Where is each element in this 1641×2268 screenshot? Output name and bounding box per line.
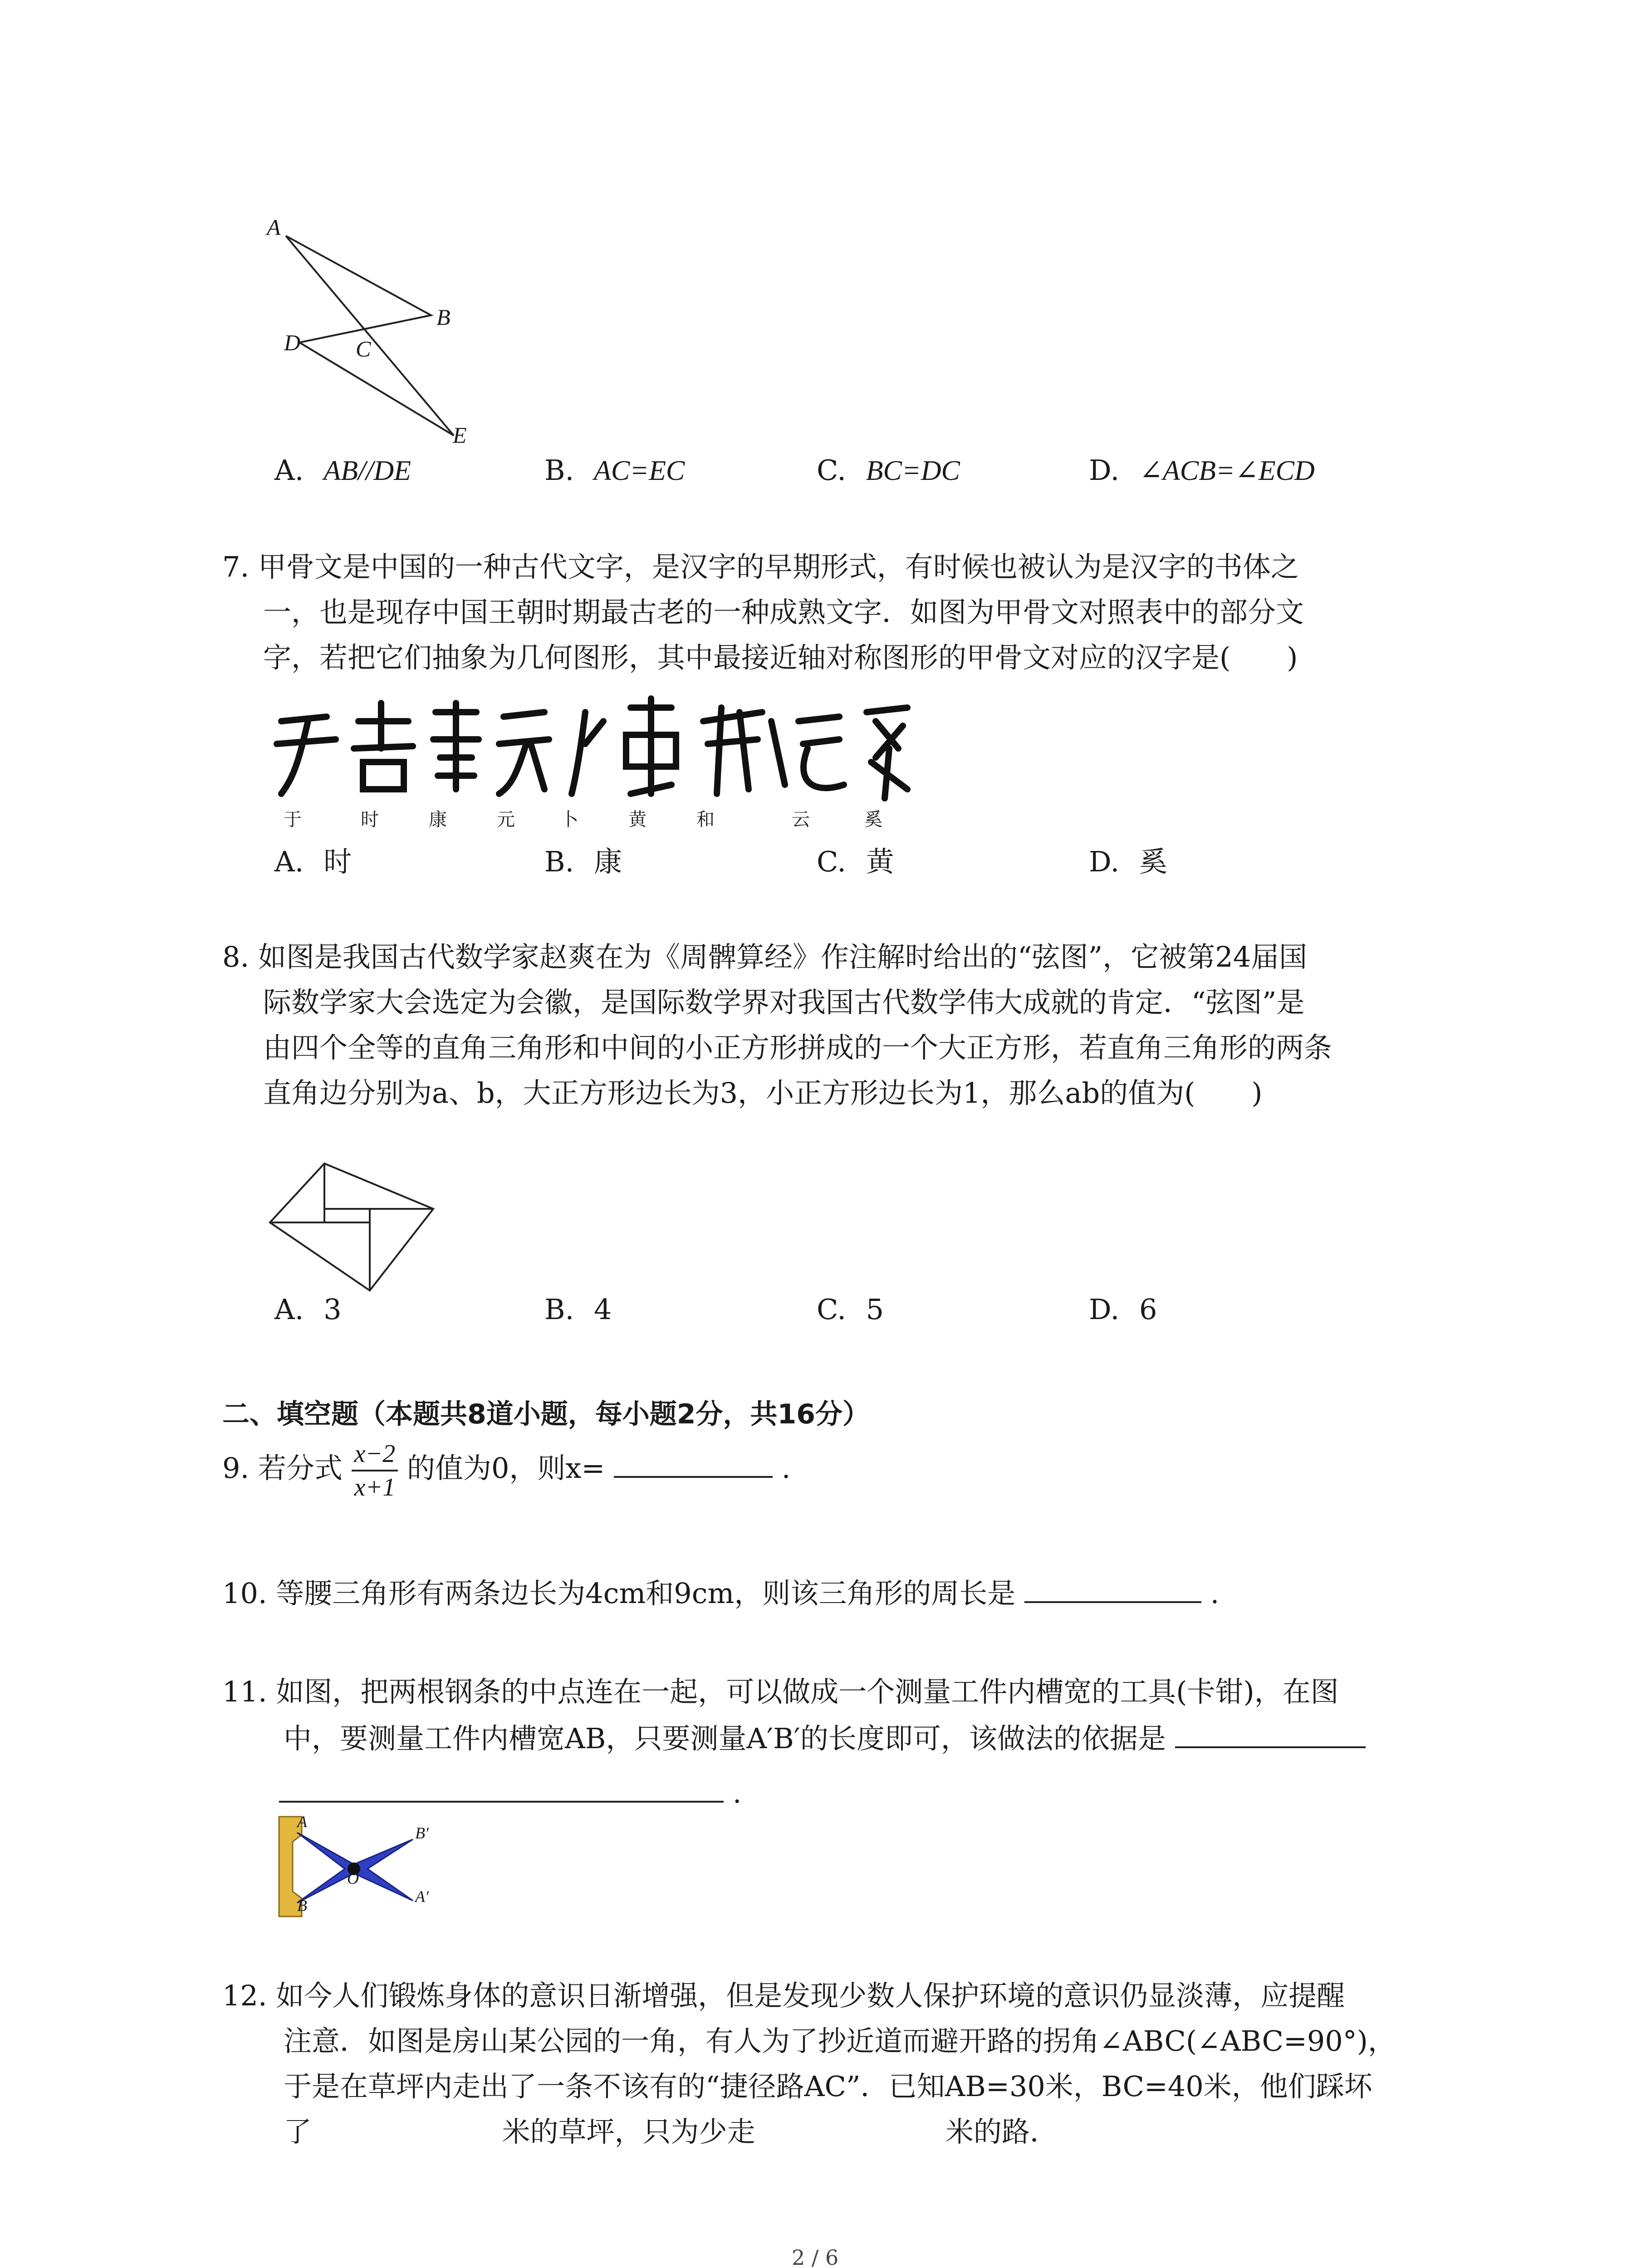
glyph-caption: 元: [497, 809, 515, 830]
q12-answer-blank-1[interactable]: [321, 2110, 493, 2141]
option-text: 3: [323, 1293, 342, 1326]
option-text: ∠ACB=∠ECD: [1139, 455, 1315, 486]
q8-option-d[interactable]: [1089, 1293, 1157, 1326]
q11-line-1: 11. 如图，把两根钢条的中点连在一起，可以做成一个测量工件内槽宽的工具(卡钳)，在图: [222, 1675, 1339, 1708]
q8-line-1: 8. 如图是我国古代数学家赵爽在为《周髀算经》作注解时给出的“弦图”，它被第24届国: [222, 940, 1308, 973]
option-letter: B.: [544, 845, 574, 878]
glyph-caption: 黄: [628, 809, 647, 830]
q12-answer-blank-2[interactable]: [764, 2110, 936, 2141]
q6-label-E: E: [453, 422, 467, 448]
q12-line-3: 于是在草坪内走出了一条不该有的“捷径路AC”．已知AB=30米，BC=40米，他们踩坏: [284, 2070, 1372, 2103]
q12-text: 了: [284, 2115, 312, 2148]
q6-option-d[interactable]: [1089, 454, 1315, 487]
glyph-caption: 奚: [864, 809, 882, 830]
q10-answer-blank[interactable]: [1024, 1569, 1201, 1603]
caliper-label-A2: A′: [415, 1887, 429, 1906]
q8-line-4: 直角边分别为a、b，大正方形边长为3，小正方形边长为1，那么ab的值为( ): [263, 1076, 1263, 1110]
fraction-numerator: x−2: [352, 1438, 398, 1471]
section-heading: 二、填空题（本题共8道小题，每小题2分，共16分）: [222, 1398, 870, 1430]
option-letter: D.: [1089, 1293, 1120, 1326]
q12-line-4: [284, 2109, 1058, 2155]
q7-line-1: 7. 甲骨文是中国的一种古代文字，是汉字的早期形式，有时候也被认为是汉字的书体之: [222, 550, 1299, 583]
q8-option-c[interactable]: [817, 1293, 884, 1326]
q6-label-B: B: [436, 304, 451, 330]
q6-label-C: C: [356, 336, 371, 362]
q11-answer-blank-1[interactable]: [1175, 1715, 1366, 1748]
q9-suffix: .: [781, 1452, 791, 1485]
q8-option-b[interactable]: [544, 1293, 612, 1326]
option-letter: A.: [274, 845, 304, 878]
q11-answer-blank-2[interactable]: [279, 1769, 724, 1803]
option-letter: D.: [1089, 454, 1120, 487]
q10-text: 10. 等腰三角形有两条边长为4cm和9cm，则该三角形的周长是: [222, 1577, 1016, 1610]
q7-line-3: 字，若把它们抽象为几何图形，其中最接近轴对称图形的甲骨文对应的汉字是( ): [263, 641, 1298, 674]
option-text: 奚: [1139, 845, 1167, 878]
q10: [222, 1569, 1219, 1616]
oracle-bone-glyphs-image: [272, 694, 916, 803]
glyph-caption: 云: [792, 809, 810, 830]
q7-option-d[interactable]: [1089, 839, 1167, 880]
q9-text: 的值为0，则x=: [407, 1452, 605, 1485]
glyph-caption: 康: [429, 809, 447, 830]
option-text: AC=EC: [594, 455, 685, 486]
q8-line-2: 际数学家大会选定为会徽，是国际数学界对我国古代数学伟大成就的肯定．“弦图”是: [263, 986, 1305, 1019]
option-text: 黄: [866, 845, 894, 878]
caliper-label-B2: B′: [415, 1824, 429, 1842]
option-letter: A.: [274, 454, 304, 487]
option-letter: A.: [274, 1293, 304, 1326]
q12-line-1: 12. 如今人们锻炼身体的意识日渐增强，但是发现少数人保护环境的意识仍显淡薄，应提醒: [222, 1979, 1345, 2012]
q11-suffix: .: [732, 1776, 742, 1809]
option-letter: C.: [817, 454, 846, 487]
q11-line-3: [279, 1769, 741, 1816]
glyph-caption: 时: [361, 809, 379, 830]
q12-line-2: 注意．如图是房山某公园的一角，有人为了抄近道而避开路的拐角∠ABC(∠ABC=90°)，: [284, 2024, 1396, 2058]
option-letter: B.: [544, 1293, 574, 1326]
option-text: 时: [323, 845, 352, 878]
option-text: 4: [594, 1293, 612, 1326]
chord-diagram-figure: [268, 1161, 440, 1293]
option-text: AB//DE: [323, 455, 411, 486]
q7-option-b[interactable]: [544, 839, 622, 880]
q12-text: 米的草坪，只为少走: [502, 2115, 755, 2148]
option-letter: C.: [817, 1293, 846, 1326]
q8-option-a[interactable]: [274, 1293, 342, 1326]
caliper-label-B: B: [297, 1897, 307, 1915]
caliper-label-O: O: [347, 1869, 359, 1887]
q9: [222, 1438, 791, 1503]
glyph-caption: 于: [284, 809, 302, 830]
q6-option-a[interactable]: [274, 454, 411, 487]
q9-fraction: [352, 1438, 398, 1503]
q7-option-a[interactable]: [274, 839, 352, 880]
q7-line-2: 一，也是现存中国王朝时期最古老的一种成熟文字．如图为甲骨文对照表中的部分文: [263, 596, 1304, 629]
q9-prefix: 9. 若分式: [222, 1452, 343, 1485]
option-letter: B.: [544, 454, 574, 487]
option-text: 康: [594, 845, 622, 878]
q9-answer-blank[interactable]: [614, 1444, 773, 1478]
glyph-caption: 和: [696, 809, 715, 830]
q8-line-3: 由四个全等的直角三角形和中间的小正方形拼成的一个大正方形，若直角三角形的两条: [263, 1031, 1332, 1064]
option-letter: D.: [1089, 845, 1120, 878]
option-letter: C.: [817, 845, 846, 878]
q12-text: 米的路．: [945, 2115, 1058, 2148]
fraction-denominator: x+1: [354, 1473, 396, 1501]
option-text: BC=DC: [866, 455, 960, 486]
q10-suffix: .: [1210, 1577, 1220, 1610]
q6-label-D: D: [284, 330, 301, 355]
q11-text: 中，要测量工件内槽宽AB，只要测量A′B′的长度即可，该做法的依据是: [284, 1722, 1166, 1755]
q6-option-c[interactable]: [817, 454, 960, 487]
option-text: 5: [866, 1293, 884, 1326]
glyph-caption: 卜: [560, 809, 578, 830]
caliper-label-A: A: [297, 1813, 307, 1831]
option-text: 6: [1139, 1293, 1157, 1326]
page-number: 2 / 6: [792, 2245, 839, 2268]
q11-line-2: [284, 1715, 1366, 1761]
q6-label-A: A: [267, 215, 281, 240]
q7-option-c[interactable]: [817, 839, 894, 880]
q6-option-b[interactable]: [544, 454, 685, 487]
